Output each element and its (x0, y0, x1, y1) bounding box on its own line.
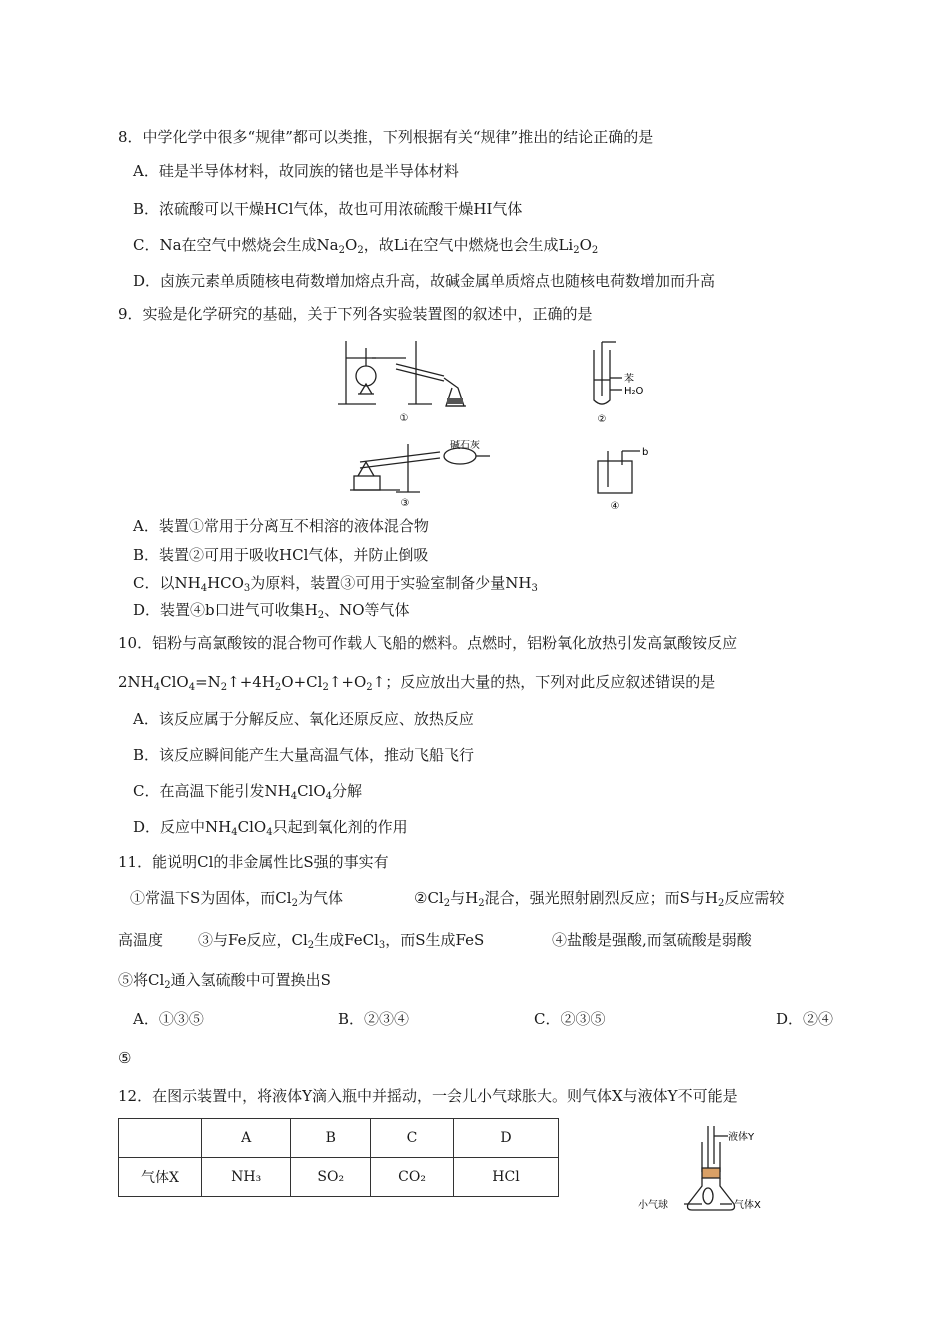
apparatus-4-gas-bottle (592, 447, 662, 513)
table-row (119, 1158, 559, 1197)
water-label: H₂O (624, 386, 644, 397)
q8-stem: 8．中学化学中很多“规律”都可以类推，下列根据有关“规律”推出的结论正确的是 (118, 128, 654, 146)
table-cell: SO₂ (291, 1158, 371, 1197)
q11-option-c: C．②③⑤ (534, 1010, 606, 1028)
balloon-label: 小气球 (638, 1200, 668, 1211)
q9-option-b: B．装置②可用于吸收HCl气体，并防止倒吸 (133, 546, 429, 564)
q11-fact-2-cont: 高温度 (118, 931, 164, 949)
flask-apparatus (636, 1124, 786, 1220)
q10-option-a: A．该反应属于分解反应、氧化还原反应、放热反应 (133, 710, 474, 728)
q9-option-a: A．装置①常用于分离互不相溶的液体混合物 (133, 517, 429, 535)
q11-fact-1: ①常温下S为固体，而$Cl_2$为气体 (130, 889, 343, 909)
label-1: ① (399, 413, 409, 424)
table-header-row (119, 1119, 559, 1158)
q11-option-a: A．①③⑤ (133, 1010, 204, 1028)
table-cell: CO₂ (371, 1158, 454, 1197)
q8-option-b: B．浓硫酸可以干燥HCl气体，故也可用浓硫酸干燥HI气体 (133, 200, 523, 218)
q11-fact-4: ④盐酸是强酸,而氢硫酸是弱酸 (552, 931, 752, 949)
q9-option-c: C．以$NH_4HCO_3$为原料，装置③可用于实验室制备少量$NH_3$ (133, 574, 538, 594)
q11-fact-3: ③与Fe反应，$Cl_2$生成FeCl$_3$，而S生成FeS (198, 931, 485, 951)
label-4: ④ (610, 501, 620, 512)
q11-fact-5: ⑤将$Cl_2$通入氢硫酸中可置换出S (118, 971, 331, 991)
q10-option-c: C．在高温下能引发$NH_4ClO_4$分解 (133, 782, 363, 802)
q9-option-d: D．装置④b口进气可收集$H_2$、NO等气体 (133, 601, 410, 621)
q11-option-d: D．②④ (776, 1010, 834, 1028)
q11-fact-2: $②Cl_2$与$H_2$混合，强光照射剧烈反应；而S与$H_2$反应需较 (414, 889, 785, 909)
q8-option-d: D．卤族元素单质随核电荷数增加熔点升高，故碱金属单质熔点也随核电荷数增加而升高 (133, 272, 716, 290)
q8-option-c: C．Na在空气中燃烧会生成$Na_2O_2$，故Li在空气中燃烧也会生成$Li_2O_2$ (133, 236, 599, 256)
q11-option-b: B．②③④ (338, 1010, 410, 1028)
label-3: ③ (400, 498, 410, 509)
table-header: B (291, 1119, 371, 1158)
apparatus-2-absorption (588, 340, 668, 426)
gas-table (118, 1118, 559, 1197)
benzene-label: 苯 (624, 374, 634, 385)
sodalime-label: 碱石灰 (450, 440, 480, 451)
apparatus-1-distillation (336, 336, 486, 426)
q9-stem: 9．实验是化学研究的基础，关于下列各实验装置图的叙述中，正确的是 (118, 305, 593, 323)
liquid-y-label: 液体Y (728, 1132, 755, 1143)
table-row-label: 气体X (119, 1158, 202, 1197)
table-header: C (371, 1119, 454, 1158)
table-cell: HCl (454, 1158, 559, 1197)
table-header: D (454, 1119, 559, 1158)
q8-option-a: A．硅是半导体材料，故同族的锗也是半导体材料 (133, 162, 459, 180)
q10-option-b: B．该反应瞬间能产生大量高温气体，推动飞船飞行 (133, 746, 475, 764)
b-label: b (642, 447, 649, 458)
table-header (119, 1119, 202, 1158)
gas-x-label: 气体X (734, 1200, 761, 1211)
q10-equation: $2NH_4ClO_4=N_2↑+4H_2O+Cl_2↑+O_2↑$；反应放出大量的热，下列对此反应叙述错误的是 (118, 673, 716, 693)
q12-stem: 12．在图示装置中，将液体Y滴入瓶中并摇动，一会儿小气球胀大。则气体X与液体Y不可能是 (118, 1087, 738, 1105)
q11-stem: 11．能说明Cl的非金属性比S强的事实有 (118, 853, 389, 871)
table-header: A (202, 1119, 291, 1158)
table-cell: NH₃ (202, 1158, 291, 1197)
apparatus-3-preparation (350, 440, 500, 510)
q10-option-d: D．反应中$NH_4ClO_4$只起到氧化剂的作用 (133, 818, 408, 838)
q11-option-d-cont: ⑤ (118, 1049, 132, 1067)
label-2: ② (597, 414, 607, 425)
q10-stem: 10．铝粉与高氯酸铵的混合物可作载人飞船的燃料。点燃时，铝粉氧化放热引发高氯酸铵反应 (118, 634, 738, 652)
